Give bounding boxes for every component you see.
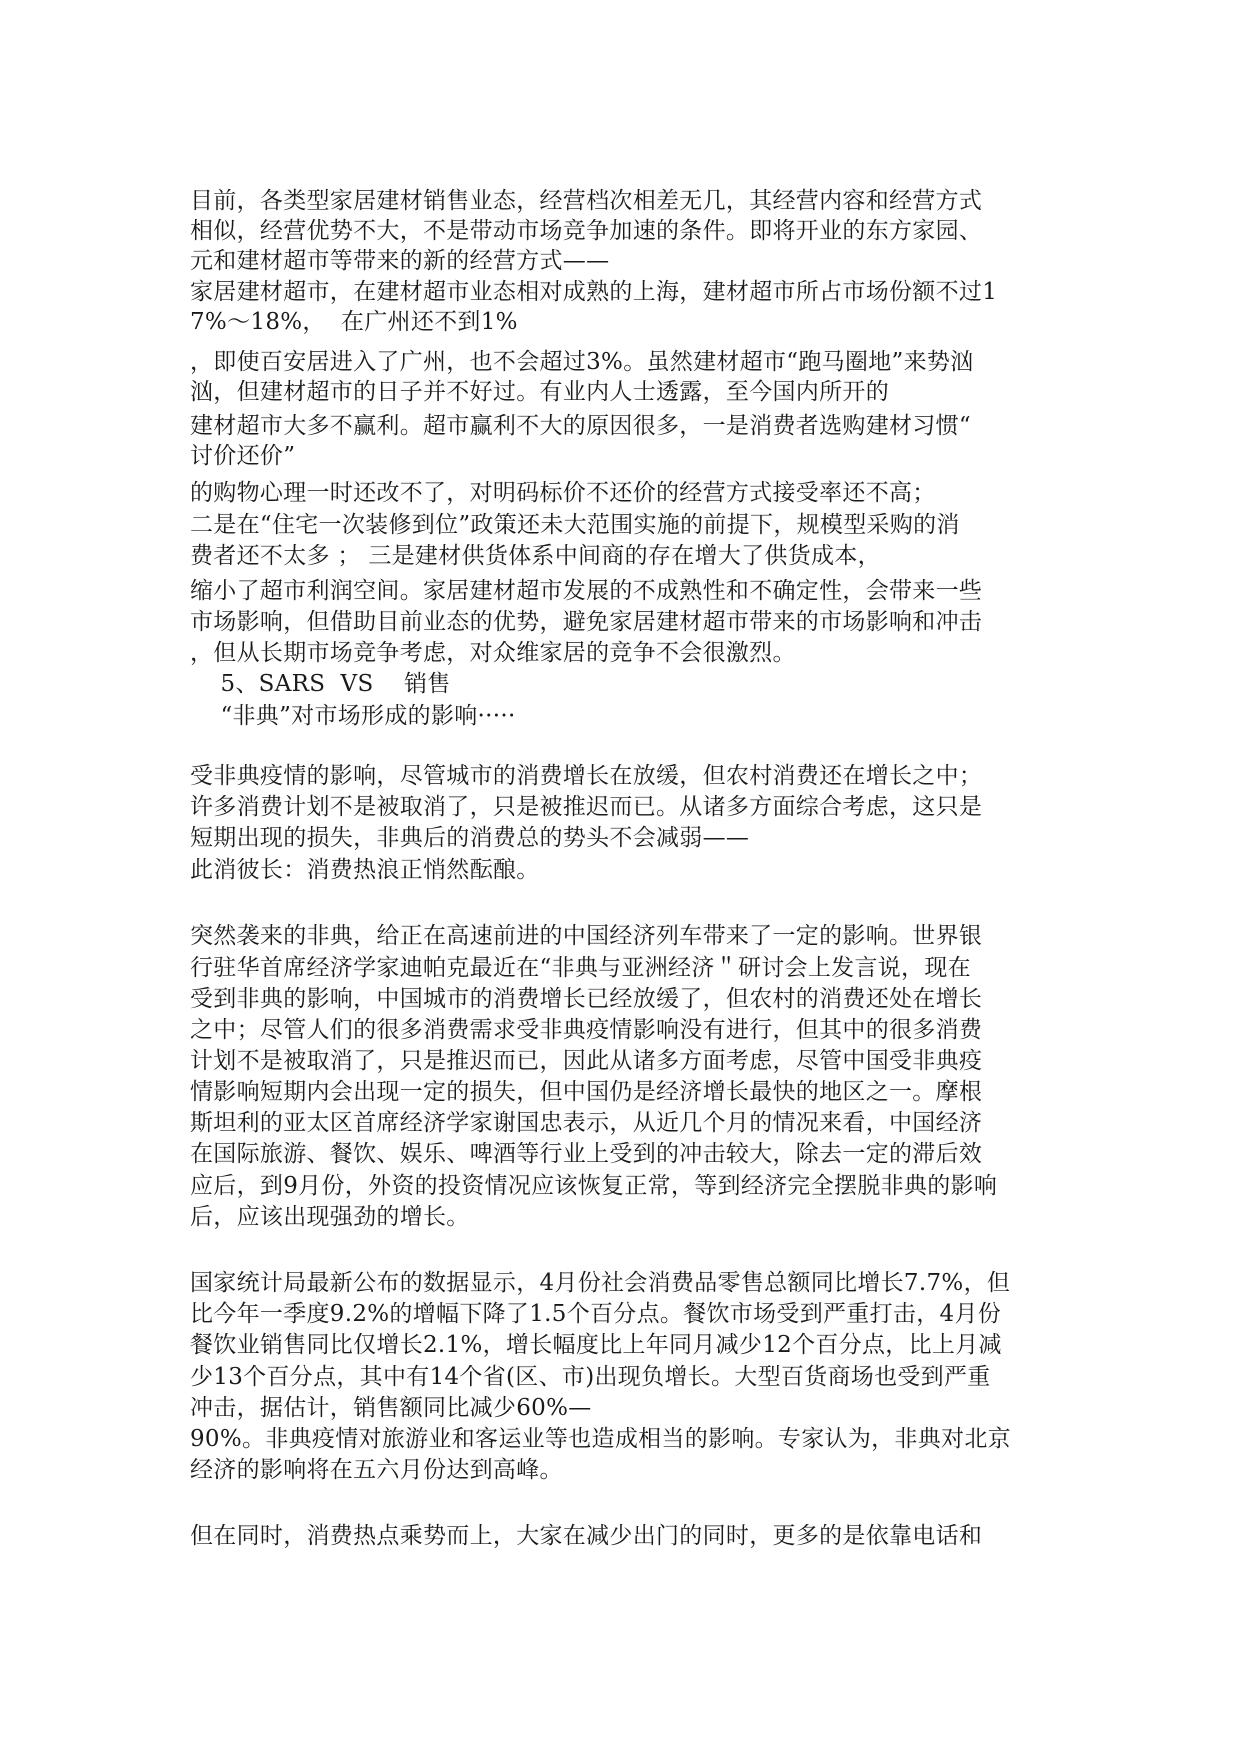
text-line: 此消彼长：消费热浪正悄然酝酿。 (190, 857, 540, 883)
text-line: 受到非典的影响，中国城市的消费增长已经放缓了，但农村的消费还处在增长 (190, 986, 983, 1012)
text-line: 相似，经营优势不大，不是带动市场竞争加速的条件。即将开业的东方家园、 (190, 218, 983, 244)
text-line: 行驻华首席经济学家迪帕克最近在“非典与亚洲经济＂研讨会上发言说，现在 (190, 955, 971, 981)
text-line: 家居建材超市，在建材超市业态相对成熟的上海，建材超市所占市场份额不过1 (190, 279, 998, 305)
text-line: 的购物心理一时还改不了，对明码标价不还价的经营方式接受率还不高； (190, 480, 936, 506)
text-line: 元和建材超市等带来的新的经营方式—— (190, 248, 610, 274)
text-line: 短期出现的损失，非典后的消费总的势头不会减弱—— (190, 825, 750, 851)
text-line: 经济的影响将在五六月份达到高峰。 (190, 1457, 563, 1483)
section-heading: 5、SARS VS 销售 (190, 671, 451, 697)
text-line: 许多消费计划不是被取消了，只是被推迟而已。从诸多方面综合考虑，这只是 (190, 794, 983, 820)
text-line: 国家统计局最新公布的数据显示，4月份社会消费品零售总额同比增长7.7%，但 (190, 1270, 1011, 1296)
text-line: 汹，但建材超市的日子并不好过。有业内人士透露，至今国内所开的 (190, 379, 889, 405)
text-line: 应后，到9月份，外资的投资情况应该恢复正常，等到经济完全摆脱非典的影响 (190, 1173, 998, 1199)
text-line: 比今年一季度9.2%的增幅下降了1.5个百分点。餐饮市场受到严重打击，4月份 (190, 1301, 1002, 1327)
text-line: 目前，各类型家居建材销售业态，经营档次相差无几，其经营内容和经营方式 (190, 188, 983, 214)
text-line: 后，应该出现强劲的增长。 (190, 1204, 470, 1230)
text-line: 费者还不太多 ； 三是建材供货体系中间商的存在增大了供货成本， (190, 543, 881, 569)
text-line: 二是在“住宅一次装修到位”政策还未大范围实施的前提下，规模型采购的消 (190, 512, 960, 538)
text-line: 斯坦利的亚太区首席经济学家谢国忠表示，从近几个月的情况来看，中国经济 (190, 1110, 983, 1136)
text-line: ，即使百安居进入了广州，也不会超过3%。虽然建材超市“跑马圈地”来势汹 (190, 349, 974, 375)
text-line: 受非典疫情的影响，尽管城市的消费增长在放缓，但农村消费还在增长之中； (190, 763, 983, 789)
text-line: ，但从长期市场竞争考虑，对众维家居的竞争不会很激烈。 (190, 640, 796, 666)
text-line: 突然袭来的非典，给正在高速前进的中国经济列车带来了一定的影响。世界银 (190, 923, 983, 949)
text-line: 市场影响，但借助目前业态的优势，避免家居建材超市带来的市场影响和冲击 (190, 609, 983, 635)
section-subheading: “非典”对市场形成的影响····· (190, 703, 516, 729)
text-line: 少13个百分点，其中有14个省(区、市)出现负增长。大型百货商场也受到严重 (190, 1364, 991, 1390)
text-line: 计划不是被取消了，只是推迟而已，因此从诸多方面考虑，尽管中国受非典疫 (190, 1048, 983, 1074)
text-line: 之中；尽管人们的很多消费需求受非典疫情影响没有进行，但其中的很多消费 (190, 1017, 983, 1043)
text-line: 建材超市大多不赢利。超市赢利不大的原因很多，一是消费者选购建材习惯“ (190, 413, 971, 439)
text-line: 餐饮业销售同比仅增长2.1%，增长幅度比上年同月减少12个百分点，比上月减 (190, 1332, 1002, 1358)
text-line: 冲击，据估计，销售额同比减少60%— (190, 1395, 592, 1421)
text-line: 7%～18%， 在广州还不到1% (190, 309, 518, 335)
text-line: 在国际旅游、餐饮、娱乐、啤酒等行业上受到的冲击较大，除去一定的滞后效 (190, 1141, 983, 1167)
text-line: 讨价还价” (190, 443, 296, 469)
text-line: 情影响短期内会出现一定的损失，但中国仍是经济增长最快的地区之一。摩根 (190, 1079, 983, 1105)
text-line: 缩小了超市利润空间。家居建材超市发展的不成熟性和不确定性，会带来一些 (190, 578, 983, 604)
text-line: 但在同时，消费热点乘势而上，大家在减少出门的同时，更多的是依靠电话和 (190, 1523, 983, 1549)
text-line: 90%。非典疫情对旅游业和客运业等也造成相当的影响。专家认为，非典对北京 (190, 1426, 1011, 1452)
